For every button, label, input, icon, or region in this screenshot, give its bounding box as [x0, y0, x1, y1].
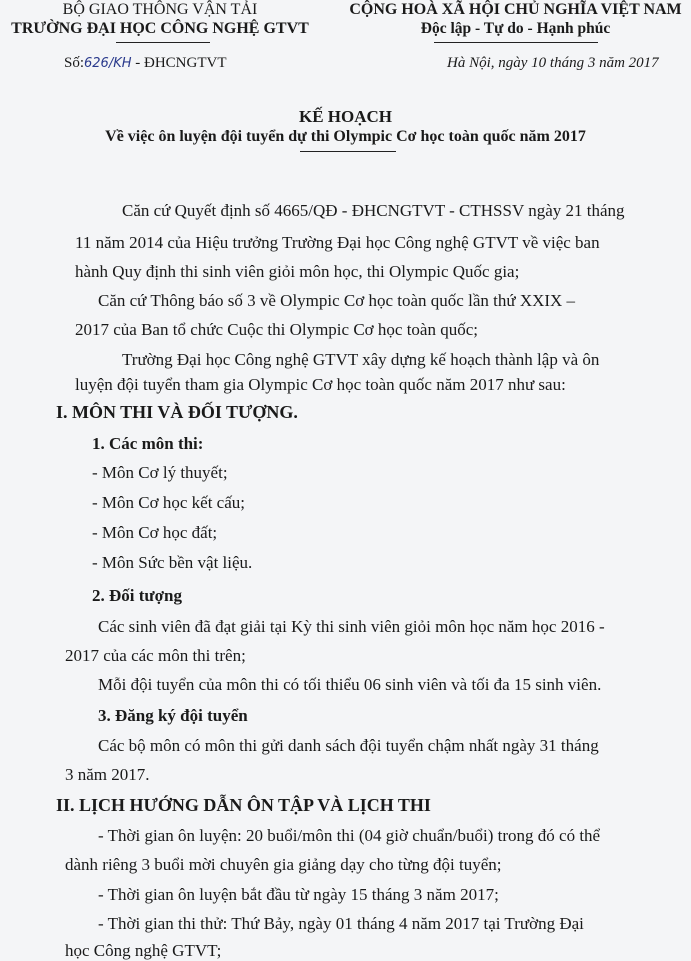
paragraph-line: Trường Đại học Công nghệ GTVT xây dựng kế hoạch thành lập và ôn: [122, 350, 600, 369]
paragraph-line: - Thời gian ôn luyện: 20 buổi/môn thi (04 giờ chuẩn/buổi) trong đó có thể: [98, 826, 601, 845]
paragraph-line: Căn cứ Thông báo số 3 về Olympic Cơ học toàn quốc lần thứ XXIX –: [98, 291, 576, 310]
paragraph-line: học Công nghệ GTVT;: [65, 941, 222, 960]
national-header: [340, 0, 691, 38]
subheading-eligibility: 2. Đối tượng: [92, 586, 182, 605]
paragraph-line: 11 năm 2014 của Hiệu trưởng Trường Đại học Công nghệ GTVT về việc ban: [75, 233, 600, 252]
paragraph-line: Mỗi đội tuyển của môn thi có tối thiểu 06 sinh viên và tối đa 15 sinh viên.: [98, 675, 602, 694]
subject-item: - Môn Sức bền vật liệu.: [92, 553, 253, 572]
section-heading-2: II. LỊCH HƯỚNG DẪN ÔN TẬP VÀ LỊCH THI: [56, 795, 431, 815]
document-number: [64, 55, 227, 72]
subject-item: - Môn Cơ học đất;: [92, 523, 218, 542]
doc-number-prefix: Số:: [64, 55, 85, 71]
paragraph-line: luyện đội tuyển tham gia Olympic Cơ học toàn quốc năm 2017 như sau:: [75, 375, 566, 394]
paragraph-line: Các bộ môn có môn thi gửi danh sách đội tuyển chậm nhất ngày 31 tháng: [98, 736, 599, 755]
paragraph-line: 3 năm 2017.: [65, 765, 150, 784]
nation-name: CỘNG HOÀ XÃ HỘI CHỦ NGHĨA VIỆT NAM: [349, 1, 682, 18]
document-title: KẾ HOẠCH: [298, 107, 393, 126]
national-motto: Độc lập - Tự do - Hạnh phúc: [420, 20, 611, 37]
paragraph-line: Căn cứ Quyết định số 4665/QĐ - ĐHCNGTVT - CTHSSV ngày 21 tháng: [122, 201, 625, 220]
subject-item: - Môn Cơ lý thuyết;: [92, 463, 228, 482]
motto-underline: [434, 42, 598, 43]
university-name: TRƯỜNG ĐẠI HỌC CÔNG NGHỆ GTVT: [11, 20, 309, 37]
paragraph-line: 2017 của Ban tổ chức Cuộc thi Olympic Cơ học toàn quốc;: [75, 320, 478, 339]
handwritten-number: 626/KH: [84, 56, 132, 71]
paragraph-line: Các sinh viên đã đạt giải tại Kỳ thi sinh viên giỏi môn học năm học 2016 -: [98, 617, 605, 636]
issuer-block: [0, 0, 320, 38]
doc-number-suffix: - ĐHCNGTVT: [131, 55, 227, 71]
subject-item: - Môn Cơ học kết cấu;: [92, 493, 245, 512]
paragraph-line: - Thời gian ôn luyện bắt đầu từ ngày 15 tháng 3 năm 2017;: [98, 885, 499, 904]
subheading-registration: 3. Đăng ký đội tuyển: [98, 706, 248, 725]
place-date: Hà Nội, ngày 10 tháng 3 năm 2017: [447, 55, 659, 71]
subtitle-underline: [300, 151, 396, 152]
section-heading-1: I. MÔN THI VÀ ĐỐI TƯỢNG.: [56, 402, 298, 422]
paragraph-line: dành riêng 3 buổi mời chuyên gia giảng dạy cho từng đội tuyển;: [65, 855, 502, 874]
paragraph-line: hành Quy định thi sinh viên giỏi môn học, thi Olympic Quốc gia;: [75, 262, 520, 281]
subheading-subjects: 1. Các môn thi:: [92, 434, 204, 453]
document-subtitle: Về việc ôn luyện đội tuyển dự thi Olympic Cơ học toàn quốc năm 2017: [105, 128, 586, 145]
paragraph-line: 2017 của các môn thi trên;: [65, 646, 246, 665]
paragraph-line: - Thời gian thi thử: Thứ Bảy, ngày 01 tháng 4 năm 2017 tại Trường Đại: [98, 914, 584, 933]
issuer-underline: [116, 42, 210, 43]
ministry-name: BỘ GIAO THÔNG VẬN TẢI: [62, 1, 258, 18]
